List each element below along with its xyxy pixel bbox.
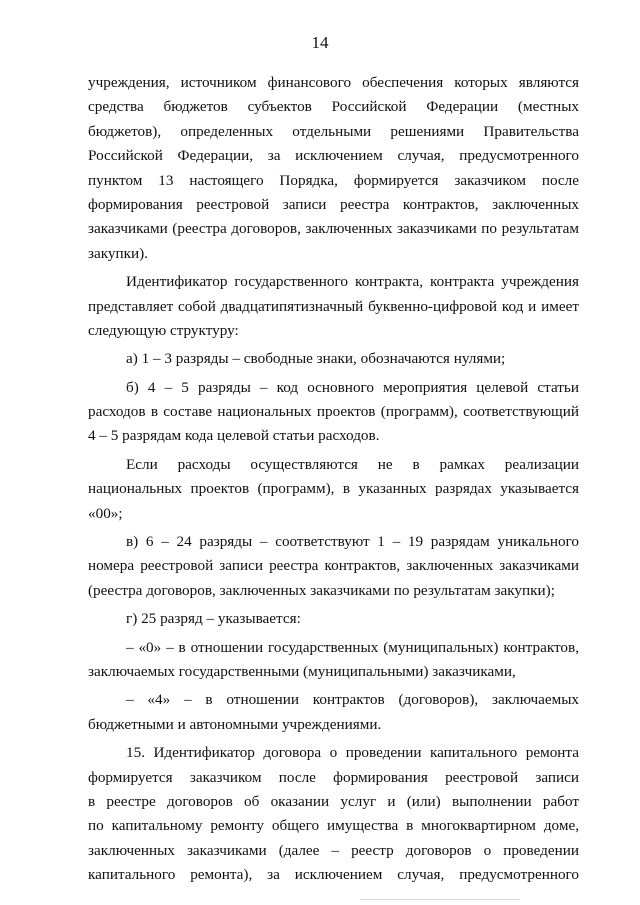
text-line: г) 25 разряд – указывается: <box>126 610 301 628</box>
text-line: «00»; <box>88 504 123 522</box>
text-line: 15. Идентификатор договора о проведении капитального ремонта <box>126 744 579 762</box>
text-line: заказчиками (реестра договоров, заключенных заказчиками по результатам <box>88 220 579 238</box>
text-line: – «4» – в отношении контрактов (договоров), заключаемых <box>126 691 579 709</box>
paragraph <box>88 376 579 449</box>
text-line: в) 6 – 24 разряды – соответствуют 1 – 19 разрядам уникального <box>126 533 579 551</box>
text-line: формируется заказчиком после формирования реестровой записи <box>88 768 579 786</box>
text-line: Идентификатор государственного контракта, контракта учреждения <box>126 273 579 291</box>
text-line: бюджетными и автономными учреждениями. <box>88 715 382 733</box>
text-line: средства бюджетов субъектов Российской Федерации (местных <box>88 98 579 116</box>
scan-artifact-line <box>360 899 520 900</box>
text-line: по капитальному ремонту общего имущества в многоквартирном доме, <box>88 817 579 835</box>
page-number: 14 <box>311 33 329 52</box>
document-body <box>88 71 579 888</box>
paragraph <box>88 741 579 887</box>
text-line: формирования реестровой записи реестра контрактов, заключенных <box>88 195 579 213</box>
text-line: (реестра договоров, заключенных заказчиками по результатам закупки); <box>88 581 555 599</box>
paragraph <box>88 71 579 266</box>
text-line: а) 1 – 3 разряды – свободные знаки, обозначаются нулями; <box>126 350 506 368</box>
paragraph <box>88 270 579 343</box>
paragraph <box>88 607 579 631</box>
text-line: бюджетов), определенных отдельными решениями Правительства <box>88 122 579 140</box>
text-line: следующую структуру: <box>88 321 239 339</box>
paragraph <box>88 347 579 371</box>
text-line: капитального ремонта), за исключением случая, предусмотренного <box>88 866 579 884</box>
text-line: Российской Федерации, за исключением случая, предусмотренного <box>88 147 579 165</box>
paragraph <box>88 530 579 603</box>
paragraph <box>88 688 579 737</box>
text-line: расходов в составе национальных проектов (программ), соответствующий <box>88 403 579 421</box>
text-line: – «0» – в отношении государственных (муниципальных) контрактов, <box>126 638 579 656</box>
text-line: закупки). <box>88 244 148 262</box>
text-line: представляет собой двадцатипятизначный буквенно-цифровой код и имеет <box>88 297 579 315</box>
text-line: заключаемых государственными (муниципальными) заказчиками, <box>88 662 516 680</box>
text-line: учреждения, источником финансового обеспечения которых являются <box>88 74 579 91</box>
paragraph <box>88 453 579 526</box>
text-line: заключенных заказчиками (далее – реестр договоров о проведении <box>88 841 579 859</box>
text-line: в реестре договоров об оказании услуг и (или) выполнении работ <box>88 792 579 810</box>
paragraph <box>88 636 579 685</box>
text-line: номера реестровой записи реестра контрактов, заключенных заказчиками <box>88 557 579 575</box>
text-line: пунктом 13 настоящего Порядка, формируется заказчиком после <box>88 171 579 189</box>
text-line: Если расходы осуществляются не в рамках реализации <box>126 455 579 473</box>
text-line: б) 4 – 5 разряды – код основного мероприятия целевой статьи <box>126 378 579 396</box>
text-line: 4 – 5 разрядам кода целевой статьи расходов. <box>88 427 380 445</box>
text-line: национальных проектов (программ), в указанных разрядах указывается <box>88 480 579 498</box>
